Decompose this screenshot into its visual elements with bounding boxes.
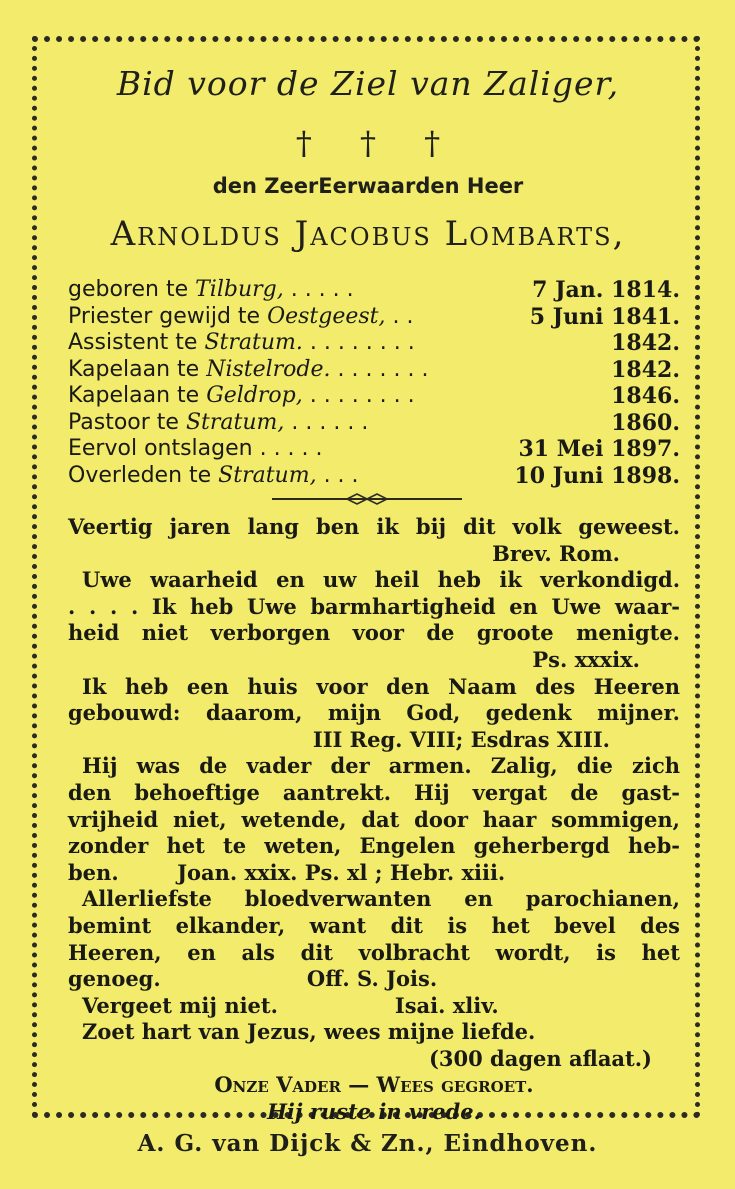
bio-row: geboren te Tilburg, . . . . . 7 Jan. 1814. bbox=[68, 277, 680, 303]
biography-list bbox=[68, 277, 680, 489]
verse-line: Vergeet mij niet. Isai. xliv. bbox=[82, 992, 499, 1018]
deceased-name: Arnoldus Jacobus Lombarts, bbox=[110, 214, 626, 254]
verse-line: Veertig jaren lang ben ik bij dit volk geweest. bbox=[68, 514, 680, 539]
verse-reference: Brev. Rom. bbox=[492, 540, 620, 566]
verse-line: Allerliefste bloedverwanten en parochianen, bbox=[82, 886, 680, 912]
verse-line: . . . . Ik heb Uwe barmhartigheid en Uwe waar- bbox=[68, 593, 680, 619]
verse-reference: Ps. xxxix. bbox=[532, 646, 640, 672]
verse-reference: III Reg. VIII; Esdras XIII. bbox=[312, 726, 610, 752]
ornament-divider-icon bbox=[272, 492, 462, 506]
verse-line: Zoet hart van Jezus, wees mijne liefde. bbox=[82, 1019, 536, 1045]
bio-row: Pastoor te Stratum, . . . . . . 1860. bbox=[68, 409, 680, 436]
verse-line: den behoeftige aantrekt. Hij vergat de gast- bbox=[68, 779, 680, 805]
honorific: den ZeerEerwaarden Heer bbox=[212, 174, 524, 198]
verse-line: Heeren, en als dit volbracht wordt, is het bbox=[68, 939, 680, 965]
verse-line: heid niet verborgen voor de groote menigte. bbox=[68, 620, 680, 646]
verse-line: vrijheid niet, wetende, dat door haar sommigen, bbox=[68, 806, 680, 832]
verse-line: bemint elkander, want dit is het bevel des bbox=[68, 912, 680, 938]
scripture-verses bbox=[68, 514, 680, 1126]
cross-icons: † † † bbox=[295, 124, 441, 162]
indulgence-note: (300 dagen aflaat.) bbox=[428, 1045, 652, 1071]
verse-line: Uwe waarheid en uw heil heb ik verkondigd. bbox=[82, 567, 680, 593]
bio-row: Overleden te Stratum, . . . 10 Juni 1898. bbox=[68, 462, 680, 489]
verse-line: gebouwd: daarom, mijn God, gedenk mijner. bbox=[68, 700, 680, 726]
verse-line: ben. Joan. xxix. Ps. xl ; Hebr. xiii. bbox=[68, 859, 506, 885]
verse-line: genoeg. Off. S. Jois. bbox=[68, 966, 438, 992]
rest-in-peace: Hij ruste in vrede. bbox=[267, 1099, 481, 1125]
bio-row: Eervol ontslagen . . . . . 31 Mei 1897. bbox=[68, 436, 680, 462]
bio-row: Priester gewijd te Oestgeest, . . 5 Juni 1841. bbox=[68, 303, 680, 330]
printer-imprint: A. G. van Dijck & Zn., Eindhoven. bbox=[137, 1130, 598, 1157]
card-title: Bid voor de Ziel van Zaliger, bbox=[116, 64, 620, 103]
verse-line: zonder het te weten, Engelen geherbergd heb- bbox=[68, 833, 680, 859]
prayer-line: Onze Vader — Wees gegroet. bbox=[214, 1072, 534, 1098]
verse-line: Ik heb een huis voor den Naam des Heeren bbox=[82, 673, 680, 699]
bio-row: Kapelaan te Geldrop, . . . . . . . . 1846. bbox=[68, 383, 680, 409]
bio-row: Kapelaan te Nistelrode. . . . . . . . 1842. bbox=[68, 356, 680, 383]
verse-line: Hij was de vader der armen. Zalig, die zich bbox=[82, 753, 680, 779]
bio-row: Assistent te Stratum. . . . . . . . . 1842. bbox=[68, 330, 680, 356]
